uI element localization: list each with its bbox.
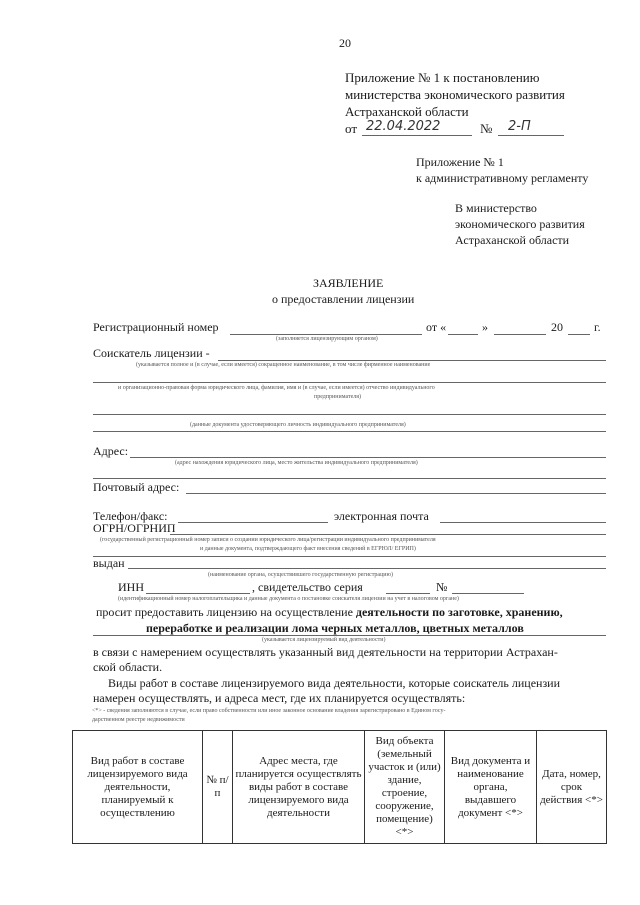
activity-line (93, 635, 606, 636)
applicant-caption-1: (указывается полное и (в случае, если имеется) сокращенное наименование, в том числе фирменное наименование (136, 362, 431, 368)
appendix-number-prefix: № (480, 121, 493, 136)
activity-caption: (указывается лицензируемый вид деятельности) (262, 637, 386, 643)
table-header-cell: Адрес места, где планируется осуществлять виды работ в составе лицензируемого вида деятельности (233, 731, 365, 844)
table-header-cell: Вид работ в составе лицензируемого вида деятельности, планируемый к осуществлению (73, 731, 203, 844)
addressee-line-3: Астраханской области (455, 233, 570, 247)
phone-field[interactable] (178, 522, 328, 523)
appendix-date-line (362, 135, 472, 136)
table-header-cell: Вид документа и наименование органа, выдавшего документ <*> (445, 731, 537, 844)
reg-appendix-line-2: к административному регламенту (416, 171, 589, 185)
appendix-line-3: Астраханской области (345, 104, 469, 119)
identity-doc-caption: (данные документа удостоверяющего личность индивидуального предпринимателя) (190, 422, 406, 428)
address-label: Адрес: (93, 444, 129, 458)
works-line-2: намерен осуществлять, и адреса мест, где их планируется осуществлять: (93, 691, 466, 705)
cert-label: , свидетельство серия (252, 580, 363, 594)
cert-number-field[interactable] (452, 593, 524, 594)
table-header-cell: Вид объекта (земельный участок и (или) здание, строение, сооружение, помещение) <*> (365, 731, 445, 844)
applicant-field-4[interactable] (93, 431, 606, 432)
table-header-cell: Дата, номер, срок действия <*> (537, 731, 607, 844)
reg-year-suffix: г. (594, 320, 601, 334)
intent-line-2: ской области. (93, 660, 163, 674)
ogrn-caption-2: и данные документа, подтверждающего факт внесения сведений в ЕГРЮЛ/ ЕГРИП) (200, 546, 416, 552)
address-field-1[interactable] (130, 457, 606, 458)
footnote-line-1: <*> - сведения заполняются в случае, если право собственности или иное законное основание владения зарегистрировано в Едином госу- (92, 708, 446, 714)
ogrn-field[interactable] (170, 534, 606, 535)
applicant-field-1[interactable] (218, 360, 606, 361)
address-field-2[interactable] (93, 478, 606, 479)
reg-appendix-line-1: Приложение № 1 (416, 155, 504, 169)
ogrn-field-2[interactable] (93, 556, 606, 557)
postal-label: Почтовый адрес: (93, 480, 180, 494)
ogrn-caption-1: (государственный регистрационный номер записи о создании юридического лица/регистрации индивидуального предпринимателя (100, 537, 436, 543)
appendix-line-2: министерства экономического развития (345, 87, 565, 102)
table-header-cell: № п/п (203, 731, 233, 844)
reg-quote-close: » (482, 320, 488, 334)
appendix-line-1: Приложение № 1 к постановлению (345, 70, 540, 85)
reg-number-label: Регистрационный номер (93, 320, 219, 334)
applicant-field-2[interactable] (93, 382, 606, 383)
phone-label: Телефон/факс: (93, 509, 168, 523)
addressee-line-1: В министерство (455, 201, 537, 215)
page-number: 20 (339, 36, 351, 50)
cert-series-field[interactable] (386, 593, 430, 594)
appendix-number: 2-П (508, 119, 531, 134)
issued-field[interactable] (128, 568, 606, 569)
activity-text: переработке и реализации лома черных металлов, цветных металлов (146, 621, 524, 635)
address-caption: (адрес нахождения юридического лица, место жительства индивидуального предпринимателя) (175, 460, 418, 466)
email-field[interactable] (440, 522, 606, 523)
request-text (96, 605, 563, 620)
applicant-caption-3: предпринимателя) (314, 394, 361, 400)
applicant-caption-2: и организационно-правовая форма юридического лица, фамилия, имя и (в случае, если имеется) отчество индивидуального (118, 385, 435, 391)
document-subtitle: о предоставлении лицензии (272, 292, 415, 306)
postal-field[interactable] (186, 493, 606, 494)
document-title: ЗАЯВЛЕНИЕ (313, 276, 384, 290)
request-text-bold: деятельности по заготовке, хранению, (355, 605, 563, 619)
reg-number-field[interactable] (230, 334, 422, 335)
reg-caption: (заполняется лицензирующим органом) (276, 336, 378, 342)
footnote-line-2: дарственном реестре недвижимости (92, 717, 185, 723)
addressee-line-2: экономического развития (455, 217, 585, 231)
applicant-field-3[interactable] (93, 414, 606, 415)
appendix-from-prefix: от (345, 121, 358, 136)
appendix-number-line (498, 135, 564, 136)
table-header-row (73, 731, 607, 844)
reg-year-field[interactable] (568, 334, 590, 335)
inn-caption: (идентификационный номер налогоплательщика и данные документа о постановке соискателя лицензии на учет в налоговом органе) (118, 596, 459, 602)
request-text-plain: просит предоставить лицензию на осуществление (96, 605, 353, 619)
issued-label: выдан (93, 556, 125, 570)
intent-line-1: в связи с намерением осуществлять указанный вид деятельности на территории Астрахан- (93, 645, 558, 659)
reg-month-field[interactable] (494, 334, 546, 335)
works-table (72, 730, 607, 844)
reg-from-label: от « (426, 320, 447, 334)
works-line-1: Виды работ в составе лицензируемого вида деятельности, которые соискатель лицензии (108, 676, 561, 690)
issued-caption: (наименование органа, осуществившего государственную регистрацию) (208, 572, 393, 578)
applicant-label: Соискатель лицензии - (93, 346, 210, 360)
reg-year-prefix: 20 (551, 320, 563, 334)
inn-field[interactable] (146, 593, 250, 594)
inn-label: ИНН (118, 580, 144, 594)
reg-day-field[interactable] (448, 334, 478, 335)
ogrn-label: ОГРН/ОГРНИП (93, 521, 176, 535)
email-label: электронная почта (334, 509, 429, 523)
cert-number-label: № (436, 580, 448, 594)
appendix-date: 22.04.2022 (366, 119, 441, 134)
